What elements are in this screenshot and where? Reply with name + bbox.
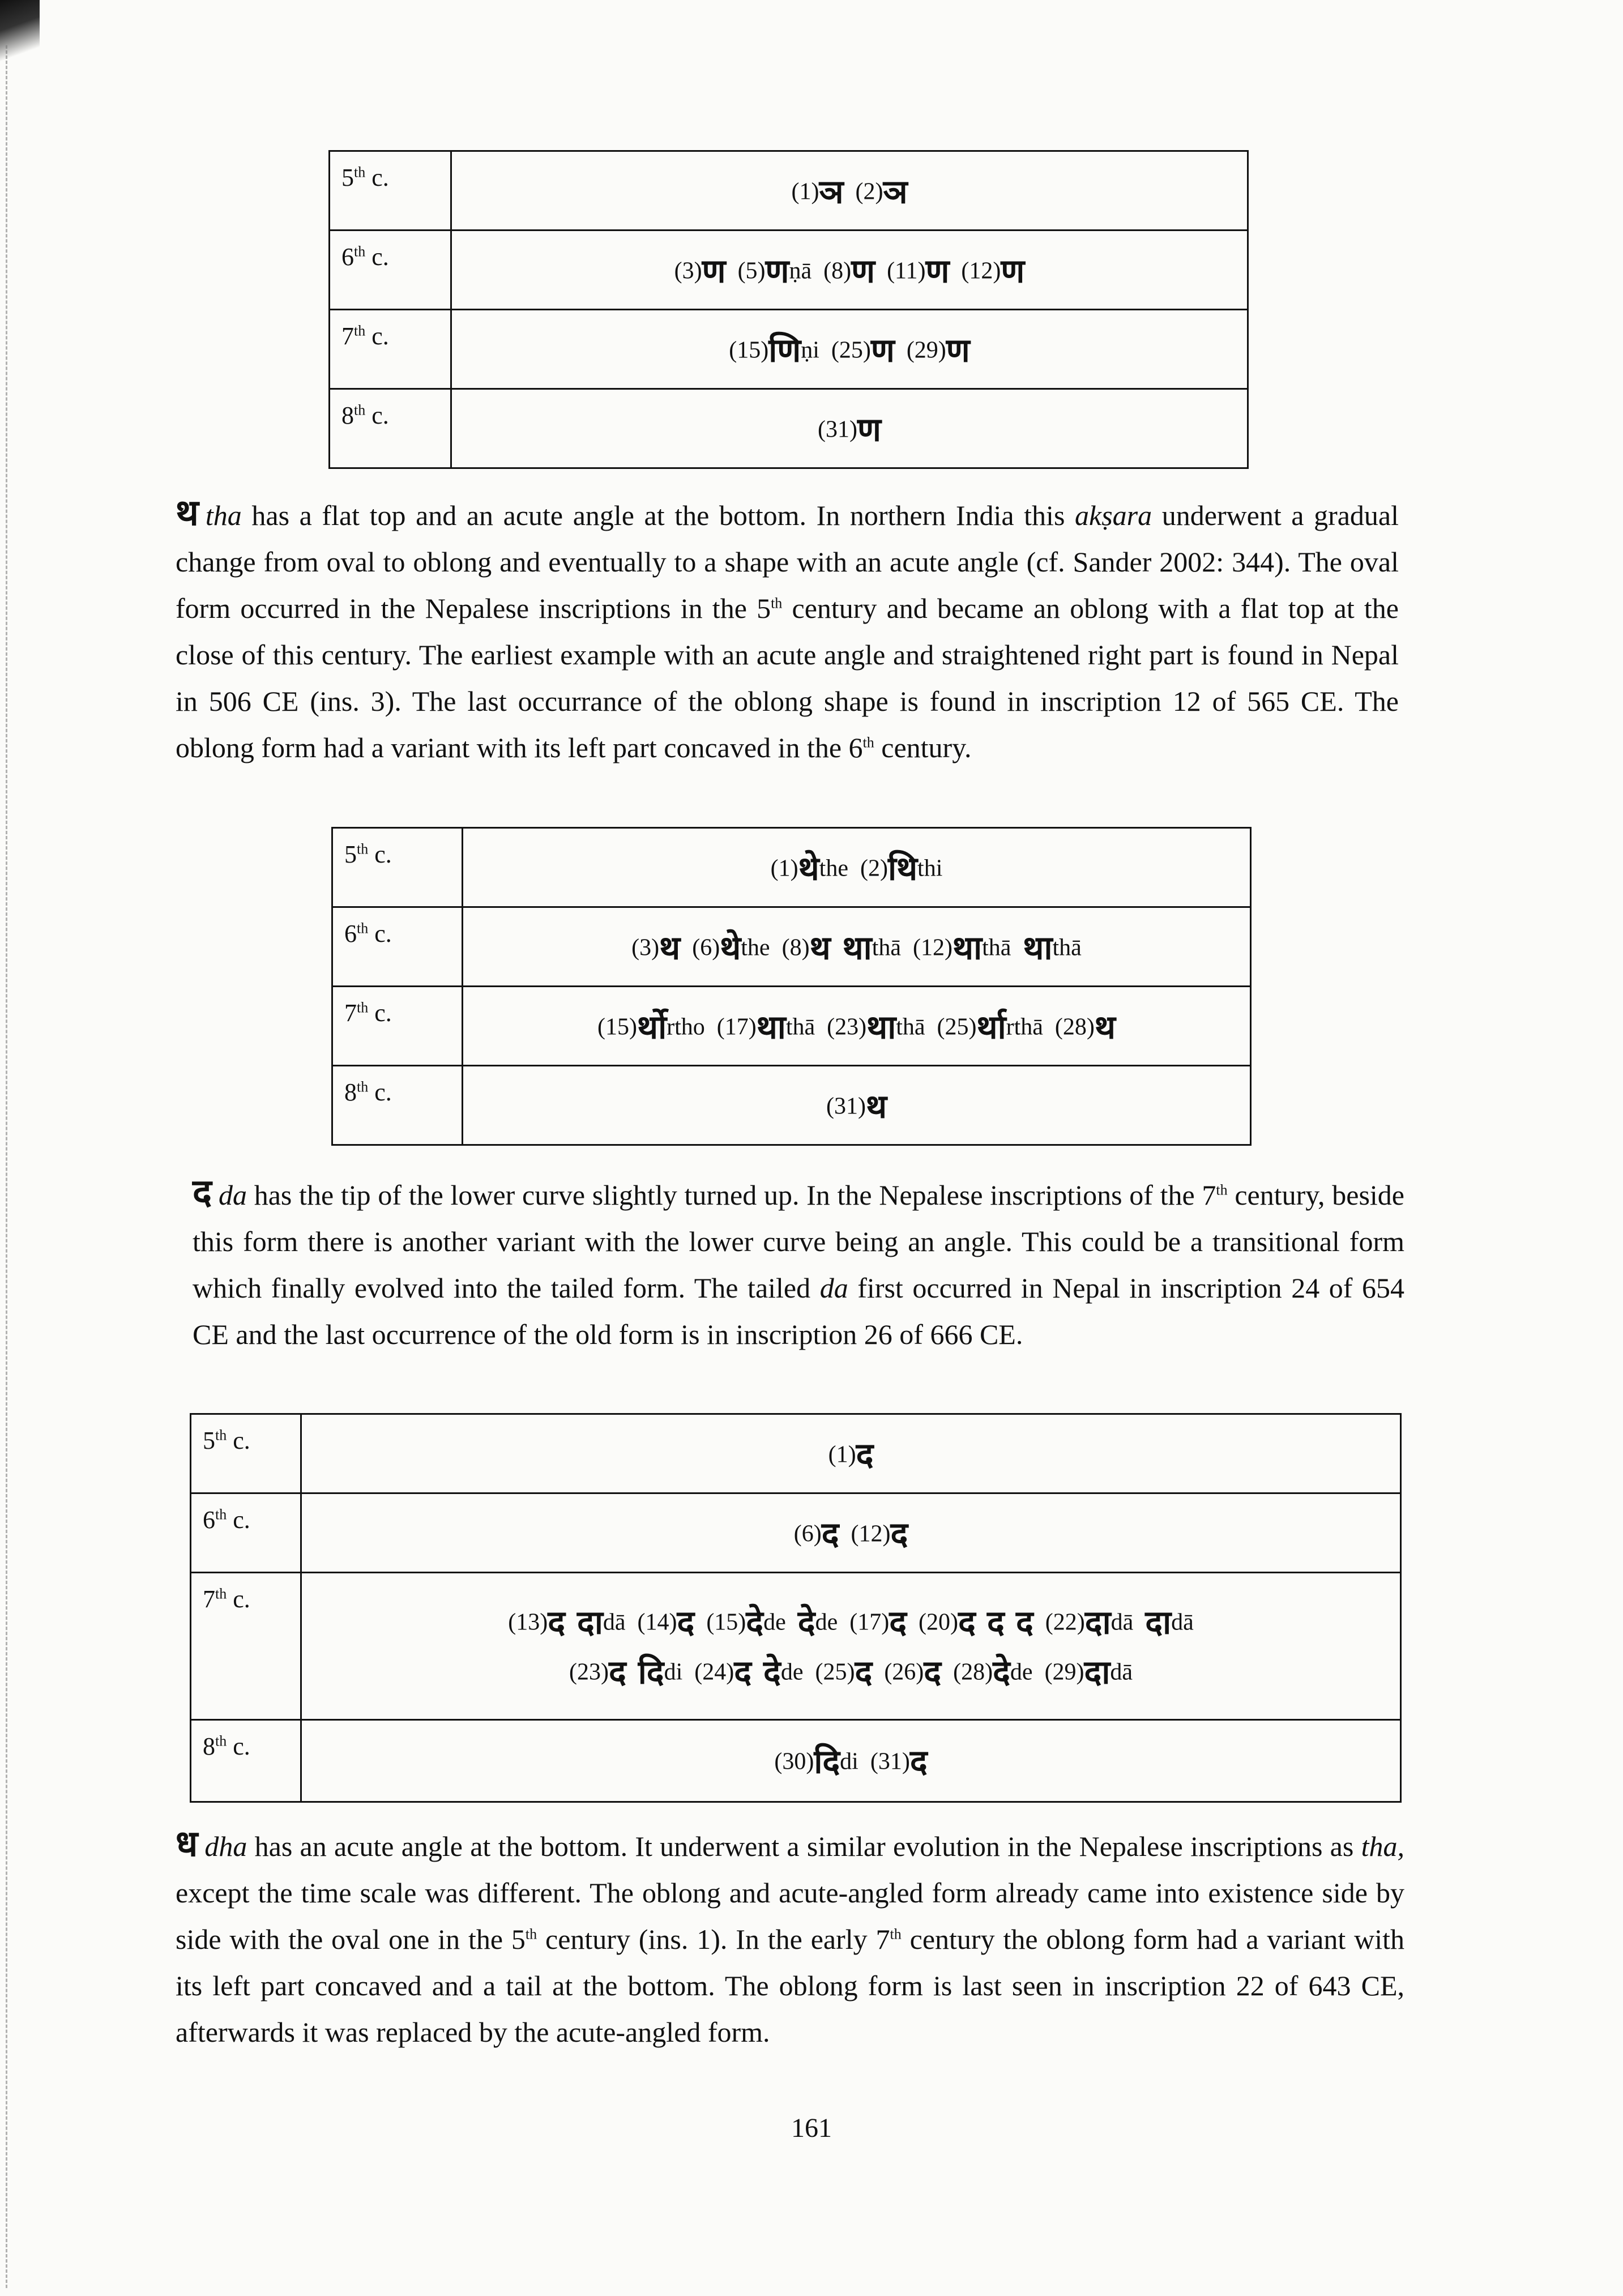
- inscription-ref: (15): [706, 1609, 746, 1636]
- tha-forms-table: [331, 827, 1252, 1146]
- century-row: [191, 1493, 1401, 1573]
- aksara-glyph: दे: [993, 1652, 1010, 1691]
- inscription-ref: (6): [692, 934, 720, 961]
- tha-paragraph: थ tha has a flat top and an acute angle at the bottom. In northern India this akṣara underwent a gradual change from oval to oblong and eventually to a shape with an acute angle (cf. Sander 2002: 344). The oval form occurred in the Nepalese inscriptions in the 5th century and became an oblong with a flat top at the close of this century. The earliest example with an acute angle and straightened right part is found in Nepal in 506 CE (ins. 3). The last occurrance of the oblong shape is found in inscription 12 of 565 CE. The oblong form had a variant with its left part concaved in the 6th century.: [176, 492, 1399, 763]
- page-number: 161: [791, 2113, 832, 2143]
- forms-cell: [301, 1720, 1401, 1802]
- transliteration-note: thā: [785, 1014, 815, 1040]
- aksara-glyph: ञ: [883, 172, 908, 211]
- aksara-glyph: ण: [702, 251, 726, 291]
- transliteration-note: rtho: [667, 1014, 705, 1040]
- transliteration-note: thi: [917, 855, 943, 882]
- century-cell: 8th c.: [191, 1720, 301, 1802]
- aksara-glyph: ण: [870, 331, 895, 370]
- century-row: [330, 151, 1248, 231]
- transliteration-note: di: [840, 1748, 859, 1775]
- forms-cell: [451, 231, 1248, 310]
- inscription-ref: (26): [884, 1658, 924, 1685]
- century-row: [330, 231, 1248, 310]
- inscription-ref: (1): [828, 1441, 856, 1468]
- forms-cell: [463, 1066, 1251, 1145]
- inscription-ref: (29): [906, 337, 946, 364]
- inscription-ref: (3): [674, 258, 702, 284]
- aksara-glyph: द: [677, 1603, 695, 1642]
- da-glyph-icon: द: [193, 1172, 212, 1214]
- inscription-ref: (1): [770, 855, 798, 882]
- aksara-glyph: ण: [1001, 251, 1025, 291]
- aksara-glyph: था: [842, 928, 872, 967]
- century-cell: 5th c.: [332, 828, 463, 907]
- aksara-glyph: द: [821, 1514, 839, 1554]
- inscription-ref: (24): [694, 1658, 734, 1685]
- inscription-ref: (28): [953, 1658, 993, 1685]
- forms-cell: [463, 907, 1251, 987]
- aksara-glyph: द: [608, 1652, 626, 1691]
- century-cell: 5th c.: [330, 151, 451, 231]
- tha-word: tha: [205, 500, 242, 531]
- century-cell: 7th c.: [332, 987, 463, 1066]
- inscription-ref: (23): [569, 1658, 609, 1685]
- inscription-ref: (17): [849, 1609, 890, 1636]
- forms-cell: [301, 1493, 1401, 1573]
- aksara-glyph: र्था: [976, 1008, 1006, 1047]
- century-row: [330, 310, 1248, 389]
- aksara-glyph: था: [866, 1008, 896, 1047]
- transliteration-note: thā: [982, 934, 1011, 961]
- inscription-ref: (22): [1045, 1609, 1085, 1636]
- aksara-glyph: दा: [1084, 1652, 1111, 1691]
- transliteration-note: thā: [896, 1014, 925, 1040]
- forms-cell: [451, 310, 1248, 389]
- century-cell: 5th c.: [191, 1414, 301, 1493]
- century-cell: 6th c.: [191, 1493, 301, 1573]
- transliteration-note: the: [819, 855, 848, 882]
- century-row: [191, 1720, 1401, 1802]
- aksara-glyph: थ: [809, 928, 831, 967]
- century-row: [191, 1414, 1401, 1493]
- inscription-ref: (12): [913, 934, 953, 961]
- inscription-ref: (31): [826, 1093, 866, 1120]
- century-cell: 8th c.: [332, 1066, 463, 1145]
- transliteration-note: ṇi: [801, 337, 819, 364]
- scan-edge: [6, 45, 10, 2288]
- aksara-glyph: द: [855, 1652, 873, 1691]
- dha-word: dha: [204, 1830, 247, 1862]
- inscription-ref: (8): [823, 258, 852, 284]
- inscription-ref: (30): [774, 1748, 814, 1775]
- dha-paragraph: ध dha has an acute angle at the bottom. It underwent a similar evolution in the Nepalese inscriptions as tha, except the time scale was different. The oblong and acute-angled form already came into existence side by side with the oval one in the 5th century (ins. 1). In the early 7th century the oblong form had a variant with its left part concaved and a tail at the bottom. The oblong form is last seen in inscription 22 of 643 CE, afterwards it was replaced by the acute-angled form.: [176, 1823, 1404, 2048]
- forms-cell: [451, 151, 1248, 231]
- aksara-glyph: ण: [857, 410, 881, 449]
- forms-cell: [463, 987, 1251, 1066]
- inscription-ref: (2): [860, 855, 888, 882]
- transliteration-note: dā: [1111, 1609, 1134, 1636]
- inscription-ref: (15): [729, 337, 769, 364]
- inscription-ref: (28): [1054, 1014, 1095, 1040]
- inscription-ref: (23): [827, 1014, 867, 1040]
- aksara-glyph: द: [889, 1603, 907, 1642]
- century-cell: 6th c.: [332, 907, 463, 987]
- aksara-glyph: र्थो: [637, 1008, 667, 1047]
- inscription-ref: (17): [716, 1014, 757, 1040]
- aksara-glyph: दे: [763, 1652, 781, 1691]
- aksara-glyph: ण: [851, 251, 875, 291]
- transliteration-note: de: [780, 1658, 804, 1685]
- century-cell: 7th c.: [330, 310, 451, 389]
- century-cell: 6th c.: [330, 231, 451, 310]
- century-row: [332, 828, 1251, 907]
- transliteration-note: de: [815, 1609, 838, 1636]
- aksara-glyph: थ: [1094, 1008, 1116, 1047]
- da-word: da: [218, 1179, 247, 1211]
- inscription-ref: (20): [919, 1609, 959, 1636]
- tha-glyph-icon: थ: [176, 492, 199, 534]
- aksara-glyph: द: [890, 1514, 908, 1554]
- aksara-glyph: था: [1023, 928, 1053, 967]
- transliteration-note: the: [741, 934, 770, 961]
- century-row: [332, 1066, 1251, 1145]
- century-cell: 8th c.: [330, 389, 451, 468]
- da-paragraph: द da has the tip of the lower curve slightly turned up. In the Nepalese inscriptions of the 7th century, beside this form there is another variant with the lower curve being an angle. This could be a transitional form which finally evolved into the tailed form. The tailed da first occurred in Nepal in inscription 24 of 654 CE and the last occurrence of the old form is in inscription 26 of 666 CE.: [193, 1172, 1405, 1350]
- da-forms-table: [190, 1413, 1402, 1803]
- transliteration-note: dā: [1110, 1658, 1133, 1685]
- transliteration-note: dā: [1171, 1609, 1194, 1636]
- aksara-glyph: दि: [638, 1652, 664, 1691]
- inscription-ref: (5): [737, 258, 766, 284]
- aksara-glyph: ण: [946, 331, 970, 370]
- century-row: [332, 907, 1251, 987]
- transliteration-note: de: [1010, 1658, 1033, 1685]
- inscription-ref: (8): [781, 934, 810, 961]
- inscription-ref: (31): [818, 416, 858, 443]
- aksara-glyph: थे: [720, 928, 741, 967]
- forms-cell: [463, 828, 1251, 907]
- aksara-glyph: दे: [746, 1603, 764, 1642]
- inscription-ref: (6): [793, 1521, 822, 1547]
- aksara-glyph: णि: [768, 331, 801, 370]
- inscription-ref: (25): [937, 1014, 977, 1040]
- forms-cell: [451, 389, 1248, 468]
- inscription-ref: (15): [597, 1014, 638, 1040]
- inscription-ref: (29): [1044, 1658, 1084, 1685]
- aksara-glyph: दा: [1145, 1603, 1172, 1642]
- transliteration-note: rthā: [1006, 1014, 1043, 1040]
- aksara-glyph: द: [909, 1742, 928, 1781]
- aksara-glyph: दे: [797, 1603, 815, 1642]
- aksara-glyph: था: [756, 1008, 786, 1047]
- na-forms-table: [328, 150, 1249, 469]
- inscription-ref: (13): [508, 1609, 548, 1636]
- forms-cell: [301, 1573, 1401, 1720]
- century-cell: 7th c.: [191, 1573, 301, 1720]
- inscription-ref: (14): [637, 1609, 677, 1636]
- transliteration-note: thā: [1052, 934, 1082, 961]
- transliteration-note: di: [664, 1658, 683, 1685]
- aksara-glyph: दा: [577, 1603, 603, 1642]
- aksara-glyph: ञ: [819, 172, 844, 211]
- aksara-glyph: थि: [887, 849, 918, 888]
- inscription-ref: (12): [961, 258, 1001, 284]
- aksara-glyph: द: [924, 1652, 942, 1691]
- aksara-glyph: था: [953, 928, 983, 967]
- aksara-glyph: थे: [798, 849, 819, 888]
- forms-cell: [301, 1414, 1401, 1493]
- century-row: [191, 1573, 1401, 1720]
- transliteration-note: de: [763, 1609, 786, 1636]
- inscription-ref: (2): [855, 178, 883, 205]
- century-row: [330, 389, 1248, 468]
- transliteration-note: dā: [603, 1609, 626, 1636]
- inscription-ref: (31): [870, 1748, 910, 1775]
- inscription-ref: (25): [831, 337, 871, 364]
- aksara-glyph: दि: [814, 1742, 840, 1781]
- inscription-ref: (11): [887, 258, 926, 284]
- aksara-glyph: थ: [865, 1087, 887, 1126]
- century-row: [332, 987, 1251, 1066]
- inscription-ref: (12): [851, 1521, 891, 1547]
- transliteration-note: thā: [872, 934, 902, 961]
- aksara-glyph: ण: [765, 251, 789, 291]
- aksara-glyph: द द द: [958, 1603, 1033, 1642]
- aksara-glyph: दा: [1084, 1603, 1111, 1642]
- aksara-glyph: ण: [925, 251, 950, 291]
- inscription-ref: (1): [791, 178, 819, 205]
- inscription-ref: (25): [815, 1658, 855, 1685]
- inscription-ref: (3): [631, 934, 660, 961]
- aksara-glyph: द: [548, 1603, 566, 1642]
- dha-glyph-icon: ध: [176, 1823, 198, 1865]
- aksara-glyph: थ: [659, 928, 681, 967]
- aksara-glyph: द: [856, 1435, 874, 1474]
- transliteration-note: ṇā: [789, 258, 812, 284]
- aksara-glyph: द: [734, 1652, 752, 1691]
